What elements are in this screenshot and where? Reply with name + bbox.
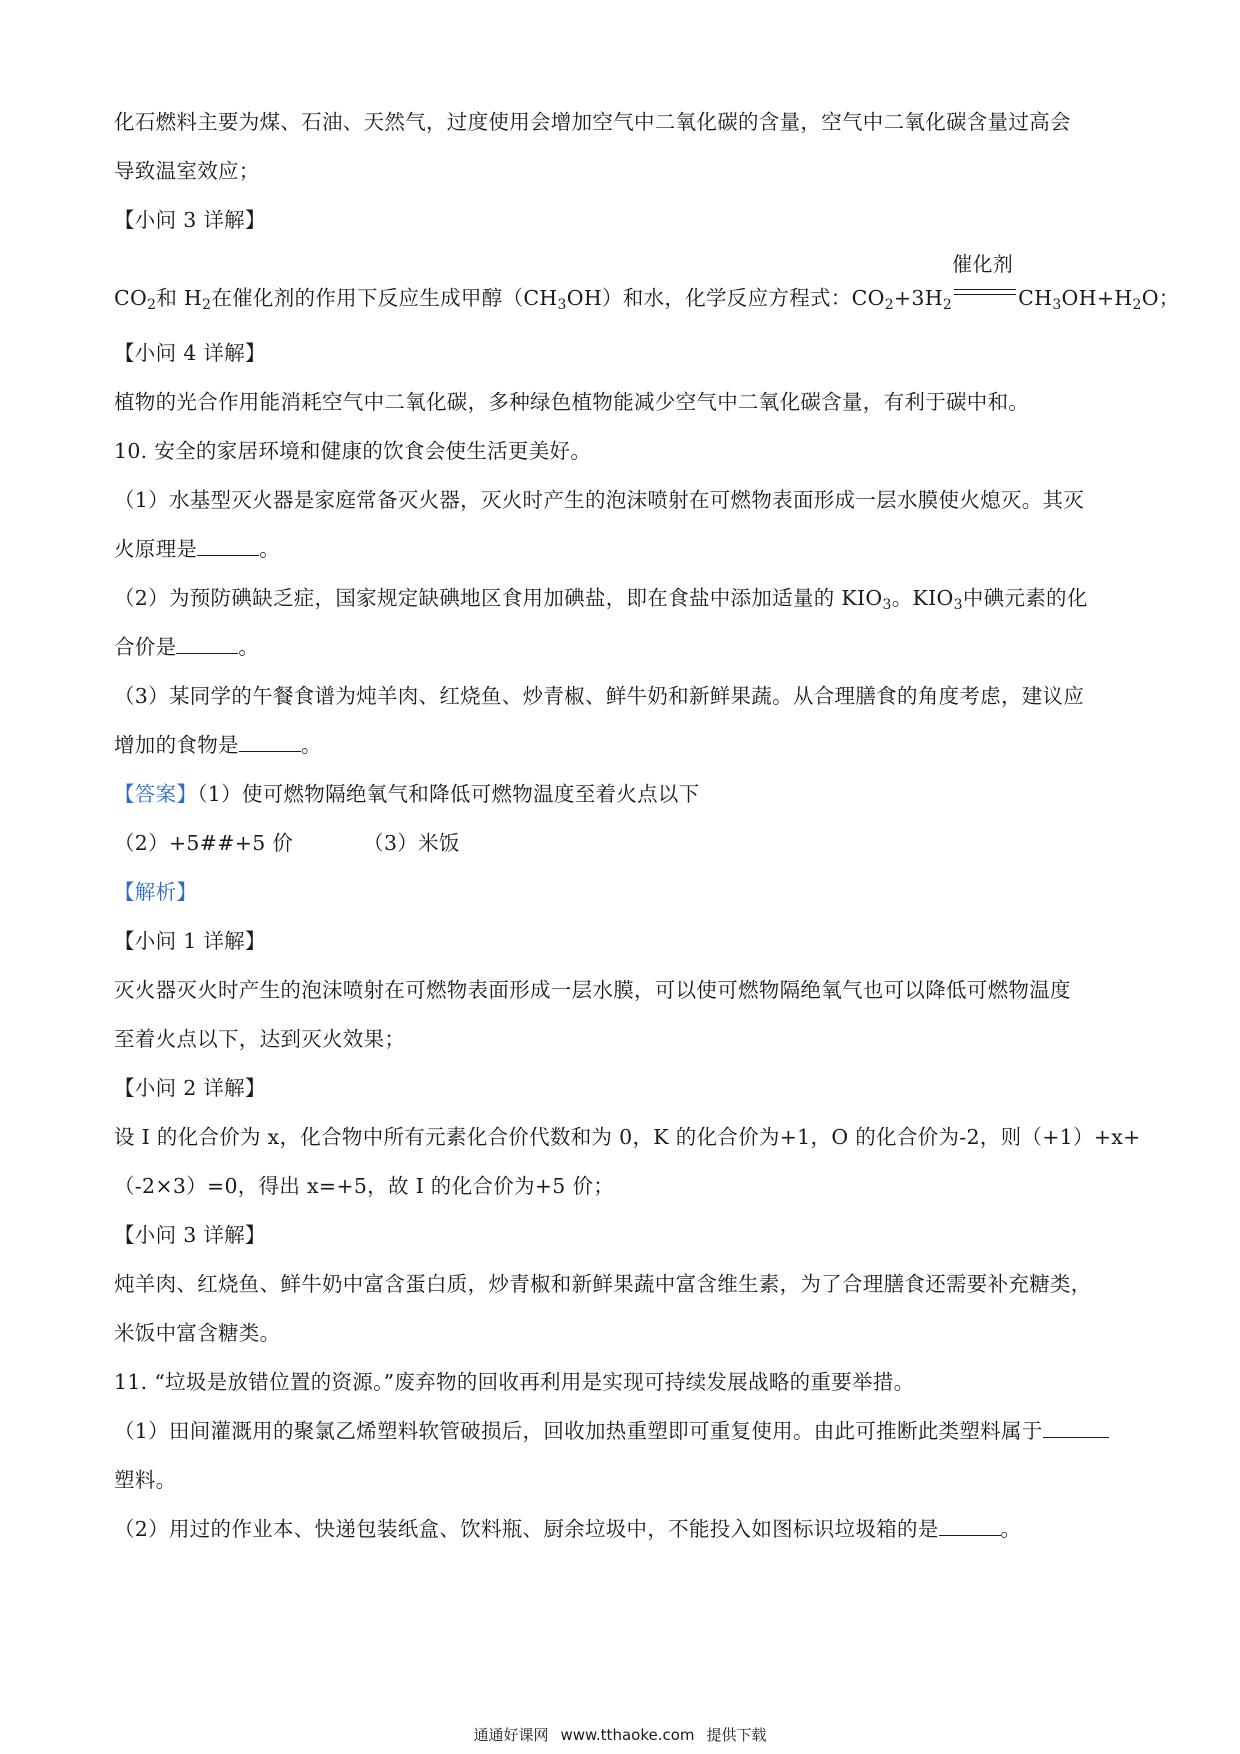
text-fragment: OH）和水，化学反应方程式：CO bbox=[566, 286, 885, 310]
equals-bar bbox=[954, 289, 1016, 290]
text-line: 导致温室效应； bbox=[114, 159, 260, 183]
reaction-arrow bbox=[952, 252, 1018, 313]
text-fragment: 增加的食物是 bbox=[114, 733, 239, 757]
section-heading: 【小问 3 详解】 bbox=[114, 1223, 266, 1247]
page-footer bbox=[0, 1724, 1240, 1745]
subscript: 2 bbox=[147, 297, 157, 313]
subscript: 3 bbox=[1052, 297, 1062, 313]
text-line: （-2×3）=0，得出 x=+5，故 I 的化合价为+5 价； bbox=[114, 1174, 615, 1198]
text-line bbox=[114, 1407, 1134, 1456]
answer-text: （3）米饭 bbox=[363, 831, 460, 855]
text-fragment: 。 bbox=[259, 537, 281, 561]
text-line: 植物的光合作用能消耗空气中二氧化碳，多种绿色植物能减少空气中二氧化碳含量，有利于碳中和。 bbox=[114, 390, 1030, 414]
text-line: （1）水基型灭火器是家庭常备灭火器，灭火时产生的泡沫喷射在可燃物表面形成一层水膜使火熄灭。其灭 bbox=[114, 488, 1085, 512]
answer-blank bbox=[1043, 1419, 1109, 1438]
text-fragment: +3H bbox=[893, 286, 943, 310]
footer-url[interactable]: www.tthaoke.com bbox=[560, 1726, 695, 1744]
answer-blank bbox=[197, 537, 259, 556]
equals-bar bbox=[954, 294, 1016, 295]
section-heading: 【小问 3 详解】 bbox=[114, 208, 266, 232]
answer-blank bbox=[939, 1517, 1001, 1536]
question-title: 10. 安全的家居环境和健康的饮食会使生活更美好。 bbox=[114, 439, 592, 463]
text-line: 至着火点以下，达到灭火效果； bbox=[114, 1027, 406, 1051]
text-fragment: 在催化剂的作用下反应生成甲醇（CH bbox=[211, 286, 558, 310]
text-line: 米饭中富含糖类。 bbox=[114, 1321, 281, 1345]
subscript: 2 bbox=[942, 297, 953, 313]
text-fragment: 。 bbox=[238, 635, 260, 659]
text-fragment: O； bbox=[1141, 286, 1180, 310]
text-line: 塑料。 bbox=[114, 1468, 177, 1492]
subscript: 3 bbox=[953, 597, 963, 613]
text-fragment: （1）田间灌溉用的聚氯乙烯塑料软管破损后，回收加热重塑即可重复使用。由此可推断此类塑料属于 bbox=[114, 1419, 1043, 1443]
text-line bbox=[114, 1505, 1134, 1554]
chemical-equation-line bbox=[114, 245, 1180, 329]
footer-tail: 提供下载 bbox=[706, 1726, 767, 1744]
answer-text: （2）+5##+5 价 bbox=[114, 831, 294, 855]
text-fragment: 和 H bbox=[156, 286, 203, 310]
answer-blank bbox=[239, 733, 301, 752]
text-fragment: 中碘元素的化 bbox=[962, 586, 1088, 610]
subscript: 2 bbox=[884, 297, 894, 313]
subscript: 2 bbox=[202, 297, 212, 313]
text-line bbox=[114, 525, 1134, 574]
text-line bbox=[114, 721, 1134, 770]
text-line: 灭火器灭火时产生的泡沫喷射在可燃物表面形成一层水膜，可以使可燃物隔绝氧气也可以降低可燃物温度 bbox=[114, 978, 1071, 1002]
section-heading: 【小问 4 详解】 bbox=[114, 341, 266, 365]
text-fragment: CH bbox=[1018, 286, 1053, 310]
subscript: 3 bbox=[882, 597, 892, 613]
footer-site-name: 通通好课网 bbox=[473, 1726, 549, 1744]
text-line bbox=[114, 574, 1134, 623]
text-fragment: （2）为预防碘缺乏症，国家规定缺碘地区食用加碘盐，即在食盐中添加适量的 KIO bbox=[114, 586, 883, 610]
catalyst-label: 催化剂 bbox=[952, 252, 1014, 276]
text-fragment: OH+H bbox=[1061, 286, 1133, 310]
text-fragment: 火原理是 bbox=[114, 537, 198, 561]
answer-text: （1）使可燃物隔绝氧气和降低可燃物温度至着火点以下 bbox=[197, 782, 700, 806]
answer-tag: 【答案】 bbox=[114, 782, 198, 806]
question-title: 11. “垃圾是放错位置的资源。”废弃物的回收再利用是实现可持续发展战略的重要举措。 bbox=[114, 1370, 915, 1394]
text-line: 炖羊肉、红烧鱼、鲜牛奶中富含蛋白质，炒青椒和新鲜果蔬中富含维生素，为了合理膳食还需要补充糖类， bbox=[114, 1272, 1092, 1296]
section-heading: 【小问 2 详解】 bbox=[114, 1076, 266, 1100]
subscript: 2 bbox=[1132, 297, 1142, 313]
text-fragment: 。 bbox=[1000, 1517, 1022, 1541]
answer-line bbox=[114, 770, 1134, 819]
section-heading: 【小问 1 详解】 bbox=[114, 929, 266, 953]
text-fragment: CO bbox=[114, 286, 148, 310]
text-line bbox=[114, 623, 1134, 672]
answer-line bbox=[114, 819, 1134, 868]
text-fragment: 。 bbox=[300, 733, 322, 757]
document-page bbox=[114, 98, 1180, 1554]
text-line: （3）某同学的午餐食谱为炖羊肉、红烧鱼、炒青椒、鲜牛奶和新鲜果蔬。从合理膳食的角度考虑，建议应 bbox=[114, 684, 1085, 708]
text-line: 设 I 的化合价为 x，化合物中所有元素化合价代数和为 0，K 的化合价为+1，O 的化合价为-2，则（+1）+x+ bbox=[114, 1125, 1141, 1149]
text-fragment: 合价是 bbox=[114, 635, 177, 659]
subscript: 3 bbox=[557, 297, 567, 313]
text-fragment: 。KIO bbox=[891, 586, 954, 610]
text-line: 化石燃料主要为煤、石油、天然气，过度使用会增加空气中二氧化碳的含量，空气中二氧化碳含量过高会 bbox=[114, 110, 1071, 134]
answer-blank bbox=[176, 635, 238, 654]
text-fragment: （2）用过的作业本、快递包装纸盒、饮料瓶、厨余垃圾中，不能投入如图标识垃圾箱的是 bbox=[114, 1517, 939, 1541]
analysis-tag: 【解析】 bbox=[114, 880, 198, 904]
